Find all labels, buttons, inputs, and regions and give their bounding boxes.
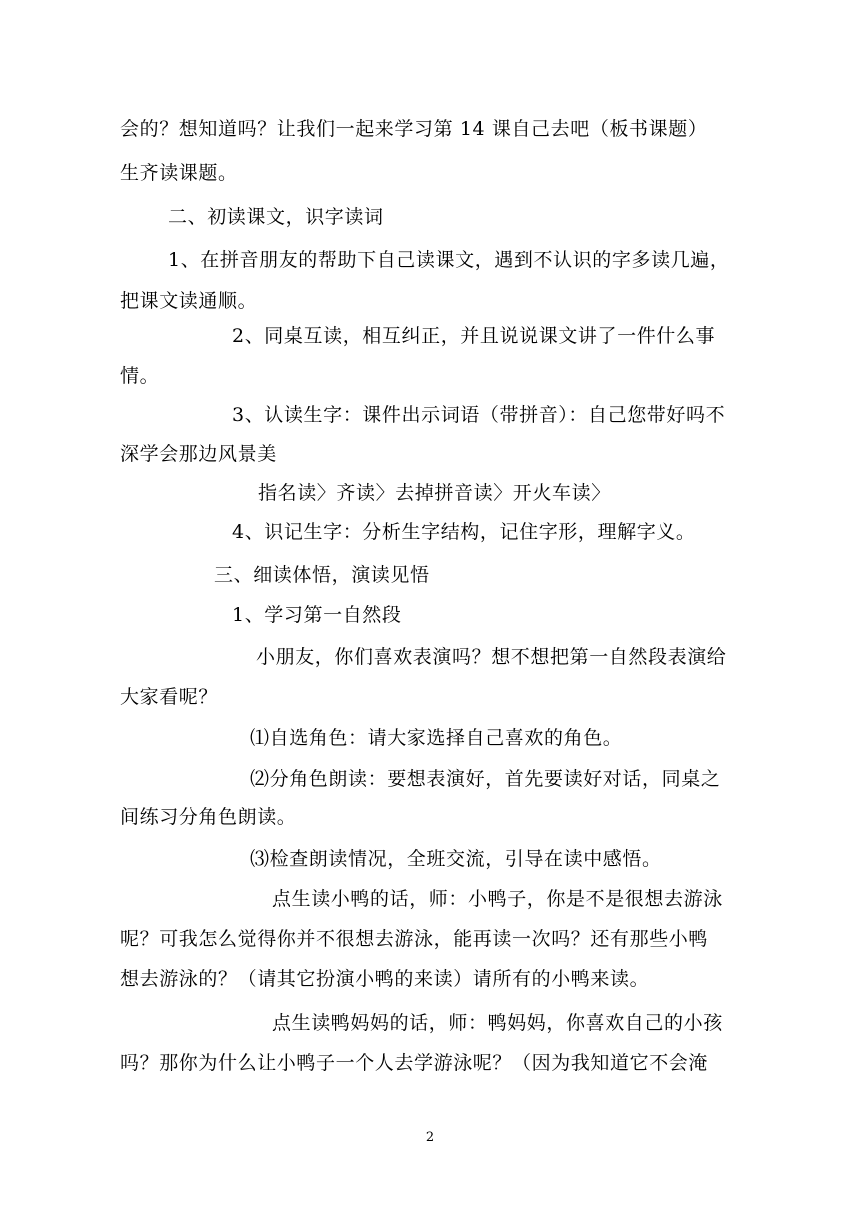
page-number: 2 [425,1130,435,1145]
text-line: 2、同桌互读，相互纠正，并且说说课文讲了一件什么事 [232,325,716,347]
text-line: 间练习分角色朗读。 [120,806,297,828]
text-line: 呢？可我怎么觉得你并不很想去游泳，能再读一次吗？还有那些小鸭 [120,928,709,950]
text-line: 想去游泳的？（请其它扮演小鸭的来读）请所有的小鸭来读。 [120,968,650,990]
text-line: 3、认读生字：课件出示词语（带拼音）：自己您带好吗不 [232,404,726,426]
text-line: 点生读鸭妈妈的话，师：鸭妈妈，你喜欢自己的小孩 [272,1012,723,1034]
text-line: 大家看呢？ [120,686,219,708]
text-line: 会的？想知道吗？让我们一起来学习第 14 课自己去吧（板书课题） [120,118,708,140]
text-line: 情。 [120,365,160,387]
text-line: 4、识记生字：分析生字结构，记住字形，理解字义。 [232,521,696,543]
section-heading: 二、初读课文，识字读词 [168,206,384,228]
text-line: 吗？那你为什么让小鸭子一个人去学游泳呢？（因为我知道它不会淹 [120,1052,709,1074]
section-heading: 三、细读体悟，演读见悟 [214,564,430,586]
text-line: 小朋友，你们喜欢表演吗？想不想把第一自然段表演给 [256,646,727,668]
text-line: 点生读小鸭的话，师：小鸭子，你是不是很想去游泳 [272,888,723,910]
text-line: 指名读〉齐读〉去掉拼音读〉开火车读〉 [258,482,611,504]
text-line: ⑵分角色朗读：要想表演好，首先要读好对话，同桌之 [250,768,721,790]
text-line: ⑶检查朗读情况，全班交流，引导在读中感悟。 [250,848,662,870]
text-line: ⑴自选角色：请大家选择自己喜欢的角色。 [250,727,623,749]
text-line: 1、在拼音朋友的帮助下自己读课文，遇到不认识的字多读几遍， [168,249,730,271]
subsection-heading: 1、学习第一自然段 [232,604,402,626]
text-line: 深学会那边风景美 [120,443,277,465]
text-line: 生齐读课题。 [120,162,238,184]
text-line: 把课文读通顺。 [120,290,258,312]
